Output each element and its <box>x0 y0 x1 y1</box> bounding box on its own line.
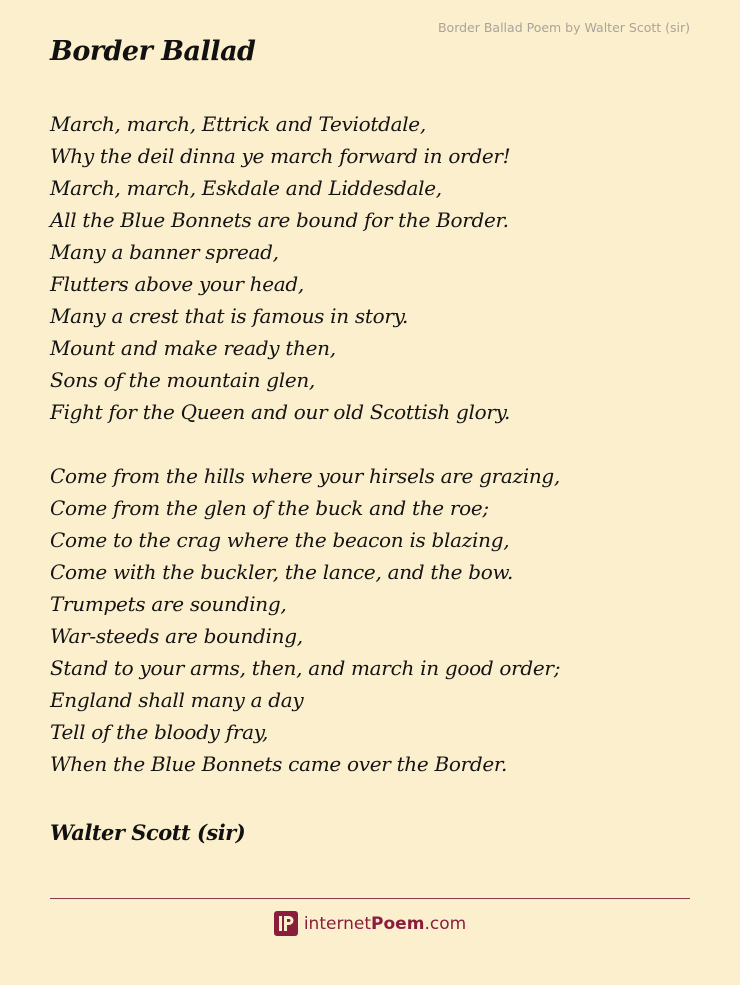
poem-line: March, march, Ettrick and Teviotdale, <box>50 112 426 136</box>
poem-line: Tell of the bloody fray, <box>50 720 269 744</box>
internetpoem-logo-icon <box>274 911 298 936</box>
poem-line: Many a crest that is famous in story. <box>50 304 409 328</box>
poem-line: All the Blue Bonnets are bound for the Border. <box>50 208 509 232</box>
poem-title: Border Ballad <box>50 36 256 67</box>
poem-line: Mount and make ready then, <box>50 336 336 360</box>
poem-line: War-steeds are bounding, <box>50 624 303 648</box>
poem-line: Why the deil dinna ye march forward in order! <box>50 144 511 168</box>
poem-author: Walter Scott (sir) <box>50 820 246 845</box>
poem-line: When the Blue Bonnets came over the Border. <box>50 752 508 776</box>
poem-line: Many a banner spread, <box>50 240 279 264</box>
header-caption: Border Ballad Poem by Walter Scott (sir) <box>437 20 690 35</box>
poem-line: Come to the crag where the beacon is blazing, <box>50 528 510 552</box>
poem-line: March, march, Eskdale and Liddesdale, <box>50 176 442 200</box>
poem-line: Flutters above your head, <box>50 272 304 296</box>
brand-wordmark <box>304 914 466 934</box>
poem-line: Come with the buckler, the lance, and the bow. <box>50 560 514 584</box>
stanza-2 <box>50 460 560 780</box>
internetpoem-brand-link[interactable] <box>0 911 740 936</box>
footer-divider <box>50 898 690 899</box>
brand-suffix: .com <box>424 913 467 934</box>
poem-line: Come from the glen of the buck and the roe; <box>50 496 489 520</box>
poem-line: Stand to your arms, then, and march in good order; <box>50 656 561 680</box>
poem-line: Come from the hills where your hirsels are grazing, <box>50 464 560 488</box>
brand-bold: Poem <box>371 913 425 934</box>
poem-line: England shall many a day <box>50 688 304 712</box>
poem-line: Sons of the mountain glen, <box>50 368 315 392</box>
poem-line: Trumpets are sounding, <box>50 592 287 616</box>
stanza-1 <box>50 108 510 428</box>
poem-line: Fight for the Queen and our old Scottish glory. <box>50 400 511 424</box>
brand-prefix: internet <box>303 913 372 934</box>
